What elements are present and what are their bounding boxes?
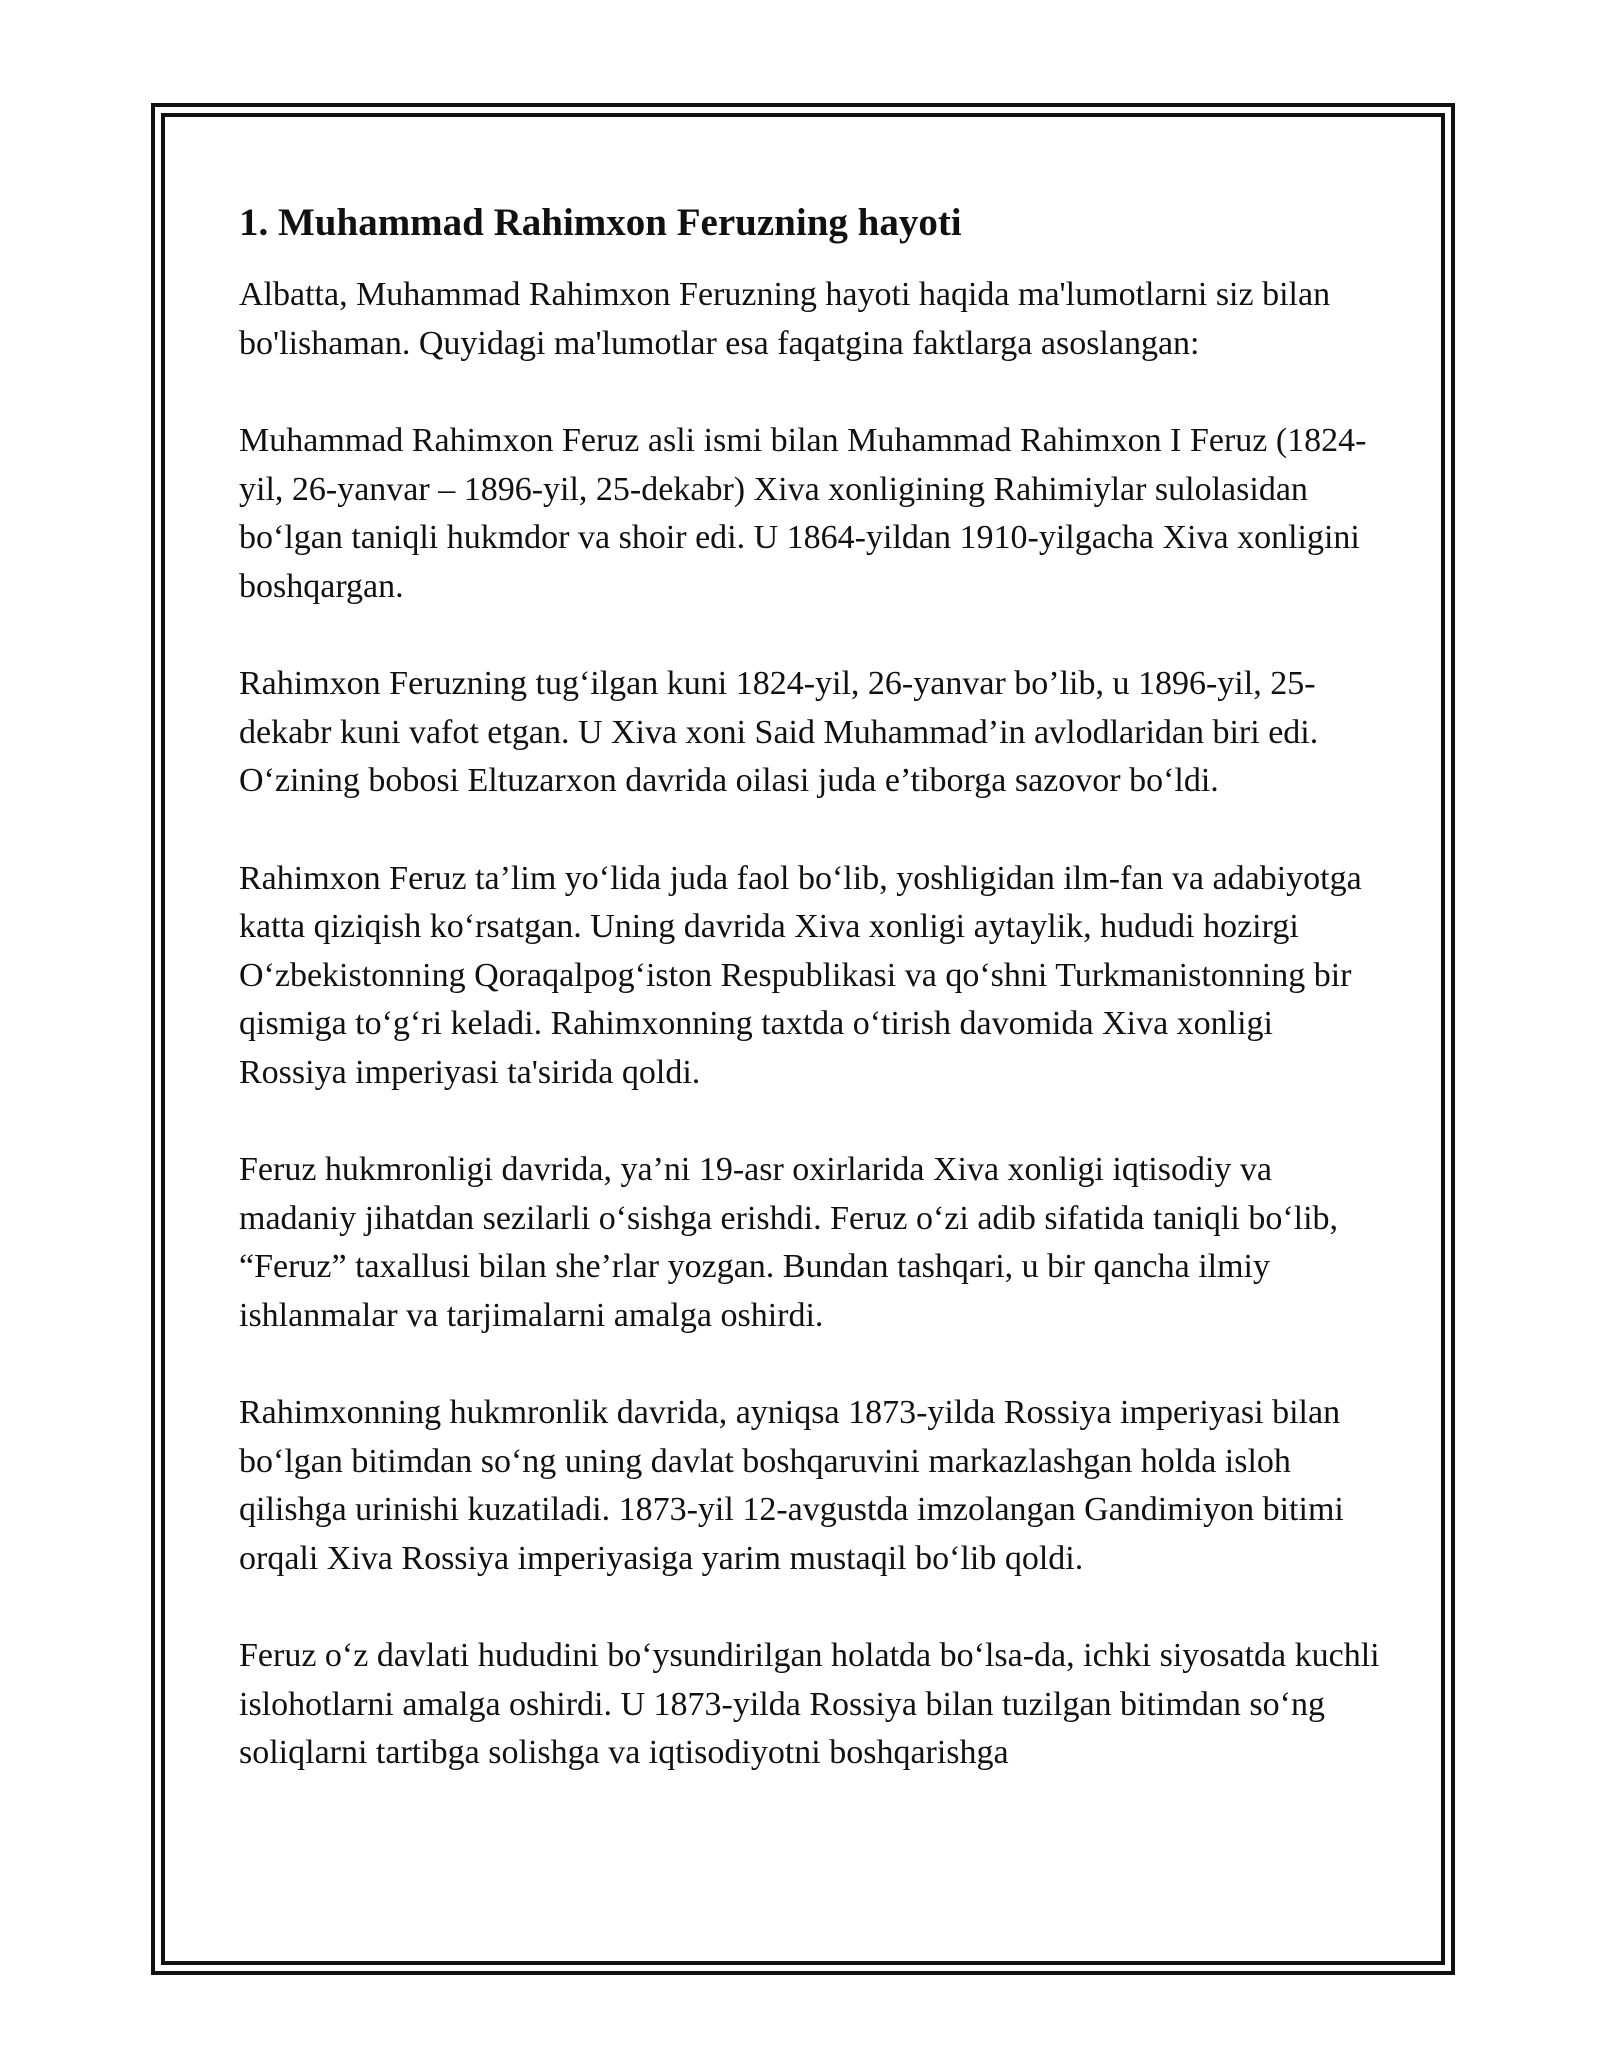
- paragraph-reforms-1873: Rahimxonning hukmronlik davrida, ayniqsa 1873-yilda Rossiya imperiyasi bilan boʻlgan bitimdan soʻng uning davlat boshqaruvini markazlashgan holda isloh qilishga urinishi kuzatiladi. 1873-yil 12-avgustda imzolangan Gandimiyon bitimi orqali Xiva Rossiya imperiyasiga yarim mustaqil boʻlib qoldi.: [239, 1394, 1344, 1577]
- paragraph-birth-lineage: Rahimxon Feruzning tugʻilgan kuni 1824-yil, 26-yanvar bo’lib, u 1896-yil, 25-dekabr kuni vafot etgan. U Xiva xoni Said Muhammad’in avlodlaridan biri edi. Oʻzining bobosi Eltuzarxon davrida oilasi juda e’tiborga sazovor boʻldi.: [239, 665, 1319, 799]
- document-body: [239, 199, 1389, 1778]
- paragraph-internal-policy: Feruz oʻz davlati hududini boʻysundirilgan holatda boʻlsa-da, ichki siyosatda kuchli islohotlarni amalga oshirdi. U 1873-yilda Rossiya bilan tuzilgan bitimdan soʻng soliqlarni tartibga solishga va iqtisodiyotni boshqarishga: [239, 1637, 1380, 1771]
- page-border-outer: [151, 103, 1455, 1975]
- paragraph-intro: Albatta, Muhammad Rahimxon Feruzning hayoti haqida ma'lumotlarni siz bilan bo'lishaman. Quyidagi ma'lumotlar esa faqatgina faktlarga asoslangan:: [239, 276, 1331, 362]
- paragraph-education: Rahimxon Feruz ta’lim yoʻlida juda faol boʻlib, yoshligidan ilm-fan va adabiyotga katta qiziqish koʻrsatgan. Uning davrida Xiva xonligi aytaylik, hududi hozirgi Oʻzbekistonning Qoraqalpogʻiston Respublikasi va qoʻshni Turkmanistonning bir qismiga toʻgʻri keladi. Rahimxonning taxtda oʻtirish davomida Xiva xonligi Rossiya imperiyasi ta'sirida qoldi.: [239, 859, 1362, 1091]
- paragraph-biography: Muhammad Rahimxon Feruz asli ismi bilan Muhammad Rahimxon I Feruz (1824-yil, 26-yanvar – 1896-yil, 25-dekabr) Xiva xonligining Rahimiylar sulolasidan boʻlgan taniqli hukmdor va shoir edi. U 1864-yildan 1910-yilgacha Xiva xonligini boshqargan.: [239, 422, 1367, 605]
- paragraph-reign-culture: Feruz hukmronligi davrida, ya’ni 19-asr oxirlarida Xiva xonligi iqtisodiy va madaniy jihatdan sezilarli oʻsishga erishdi. Feruz oʻzi adib sifatida taniqli boʻlib, “Feruz” taxallusi bilan she’rlar yozgan. Bundan tashqari, u bir qancha ilmiy ishlanmalar va tarjimalarni amalga oshirdi.: [239, 1151, 1339, 1334]
- section-heading: 1. Muhammad Rahimxon Feruzning hayoti: [239, 201, 962, 244]
- page-border-inner: [161, 113, 1445, 1965]
